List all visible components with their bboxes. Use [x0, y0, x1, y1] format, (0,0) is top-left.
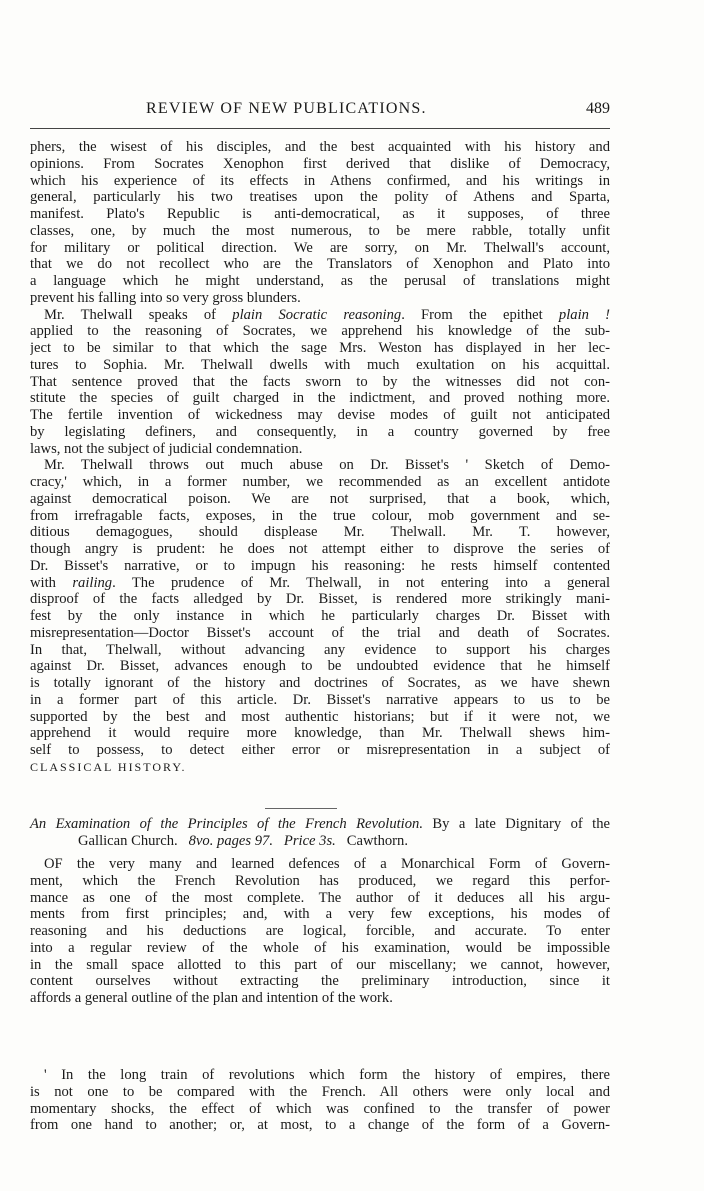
text-line: stitute the species of guilt charged in the indictment, and proved nothing more. — [30, 390, 610, 407]
text-line: manifest. Plato's Republic is anti-democratical, as it supposes, of three — [30, 206, 610, 222]
text-line: cracy,' which, in a former number, we recommended as an excellent antidote — [30, 474, 610, 490]
text-line: self to possess, to detect either error or misrepresentation in a subject of — [30, 742, 610, 758]
text-line: content ourselves without extracting the preliminary introduction, since it — [30, 973, 610, 990]
text-span: . From the epithet — [401, 306, 543, 323]
text-line: mance as one of the most complete. The author of it deduces all his argu- — [30, 889, 610, 906]
text-span: with — [30, 574, 56, 591]
text-line: The fertile invention of wickedness may devise modes of guilt not anticipated — [30, 407, 610, 423]
text-line: Dr. Bisset's narrative, or to impugn his reasoning: he rests himself contented — [30, 557, 610, 574]
text-line: reasoning and his deductions are logical, forcible, and accurate. To enter — [30, 923, 610, 939]
review-title-line-2 — [30, 833, 610, 850]
text-line: ditious demagogues, should displease Mr. Thelwall. Mr. T. however, — [30, 524, 610, 541]
text-line: against democratical poison. We are not surprised, that a book, which, — [30, 490, 610, 507]
text-line: for military or political direction. We are sorry, on Mr. Thelwall's account, — [30, 239, 610, 256]
text-line: ments from first principles; and, with a very few exceptions, his modes of — [30, 906, 610, 923]
text-line: in a former part of this article. Dr. Bisset's narrative appears to us to be — [30, 691, 610, 708]
text-line: a language which he might understand, as the perusal of translations might — [30, 273, 610, 289]
text-line: prevent his falling into so very gross blunders. — [30, 289, 301, 306]
text-line — [30, 307, 610, 324]
text-line: against Dr. Bisset, advances enough to be undoubted evidence that he himself — [30, 658, 610, 675]
text-line: that we do not recollect who are the Translators of Xenophon and Plato into — [30, 256, 610, 273]
text-line: applied to the reasoning of Socrates, we apprehend his knowledge of the sub- — [30, 323, 610, 340]
text-line: disproof of the facts alledged by Dr. Bisset, is rendered more strikingly mani- — [30, 591, 610, 608]
text-line: misrepresentation—Doctor Bisset's account of the trial and death of Socrates. — [30, 624, 610, 641]
italic-phrase: plain Socratic reasoning — [232, 306, 402, 323]
text-line: laws, not the subject of judicial condemnation. — [30, 440, 303, 457]
book-price: Price 3s. — [283, 833, 336, 849]
text-line: In that, Thelwall, without advancing any evidence to support his charges — [30, 641, 610, 658]
text-line: into a regular review of the whole of his examination, would be impossible — [30, 939, 610, 956]
review-title — [30, 816, 610, 850]
book-author-cont: Gallican Church. — [78, 833, 178, 849]
small-caps-line: CLASSICAL HISTORY. — [30, 759, 187, 774]
text-line: ' In the long train of revolutions which form the history of empires, there — [44, 1067, 610, 1083]
text-line: phers, the wisest of his disciples, and the best acquainted with his history and — [30, 139, 610, 155]
text-line: fest by the only instance in which he particularly charges Dr. Bisset with — [30, 608, 610, 624]
header-rule — [30, 128, 610, 129]
text-line: classes, one, by much the most numerous, to be mere rabble, totally unfit — [30, 222, 610, 239]
text-line: ment, which the French Revolution has produced, we regard this perfor- — [30, 872, 610, 889]
text-line: momentary shocks, the effect of which was confined to the transfer of power — [30, 1100, 610, 1117]
italic-phrase: railing — [72, 574, 113, 591]
book-format: 8vo. pages 97. — [188, 833, 273, 849]
section-divider — [265, 808, 337, 809]
text-line — [30, 575, 610, 592]
running-title: REVIEW OF NEW PUBLICATIONS. — [146, 100, 427, 117]
text-line: affords a general outline of the plan and intention of the work. — [30, 990, 393, 1006]
text-line: is not one to be compared with the French. All others were only local and — [30, 1083, 610, 1100]
body-text-quote — [30, 1067, 610, 1134]
italic-phrase: plain ! — [558, 306, 610, 323]
book-author: By a late Dignitary of the — [432, 816, 610, 832]
text-span: Mr. Thelwall speaks of — [44, 306, 217, 323]
text-span: . The prudence of Mr. Thelwall, in not entering into a general — [112, 574, 610, 591]
text-line: Mr. Thelwall throws out much abuse on Dr. Bisset's ' Sketch of Demo- — [44, 457, 610, 474]
text-line: by legislating definers, and consequently, in a country governed by free — [30, 423, 610, 440]
text-line: supported by the best and most authentic historians; but if it were not, we — [30, 708, 610, 725]
text-line: opinions. From Socrates Xenophon first derived that dislike of Democracy, — [30, 155, 610, 172]
text-line: from one hand to another; or, at most, to a change of the form of a Govern- — [30, 1117, 610, 1134]
text-line: from irrefragable facts, exposes, in the true colour, mob government and se- — [30, 507, 610, 524]
text-line: That sentence proved that the facts sworn to by the witnesses did not con- — [30, 373, 610, 390]
book-title: An Examination of the Principles of the French Revolution. — [30, 816, 423, 832]
text-line: though angry is prudent: he does not attempt either to disprove the series of — [30, 541, 610, 557]
text-line: general, particularly his two treatises upon the polity of Athens and Sparta, — [30, 189, 610, 206]
running-head — [30, 100, 610, 124]
page-number: 489 — [586, 100, 610, 117]
body-text-review — [30, 856, 610, 1007]
text-line: which his experience of its effects in Athens confirmed, and his writings in — [30, 172, 610, 189]
review-title-line-1 — [30, 816, 610, 833]
book-publisher: Cawthorn. — [346, 833, 408, 849]
text-line: ject to be similar to that which the sage Mrs. Weston has displayed in her lec- — [30, 340, 610, 356]
text-line: in the small space allotted to this part of our miscellany; we cannot, however, — [30, 956, 610, 973]
text-line: apprehend it would require more knowledge, than Mr. Thelwall shews him- — [30, 725, 610, 742]
body-text-upper — [30, 139, 610, 776]
text-line: OF the very many and learned defences of a Monarchical Form of Govern- — [44, 856, 610, 872]
text-line: tures to Sophia. Mr. Thelwall dwells with much exultation on his acquittal. — [30, 356, 610, 373]
text-line: is totally ignorant of the history and doctrines of Socrates, as we have shewn — [30, 675, 610, 691]
